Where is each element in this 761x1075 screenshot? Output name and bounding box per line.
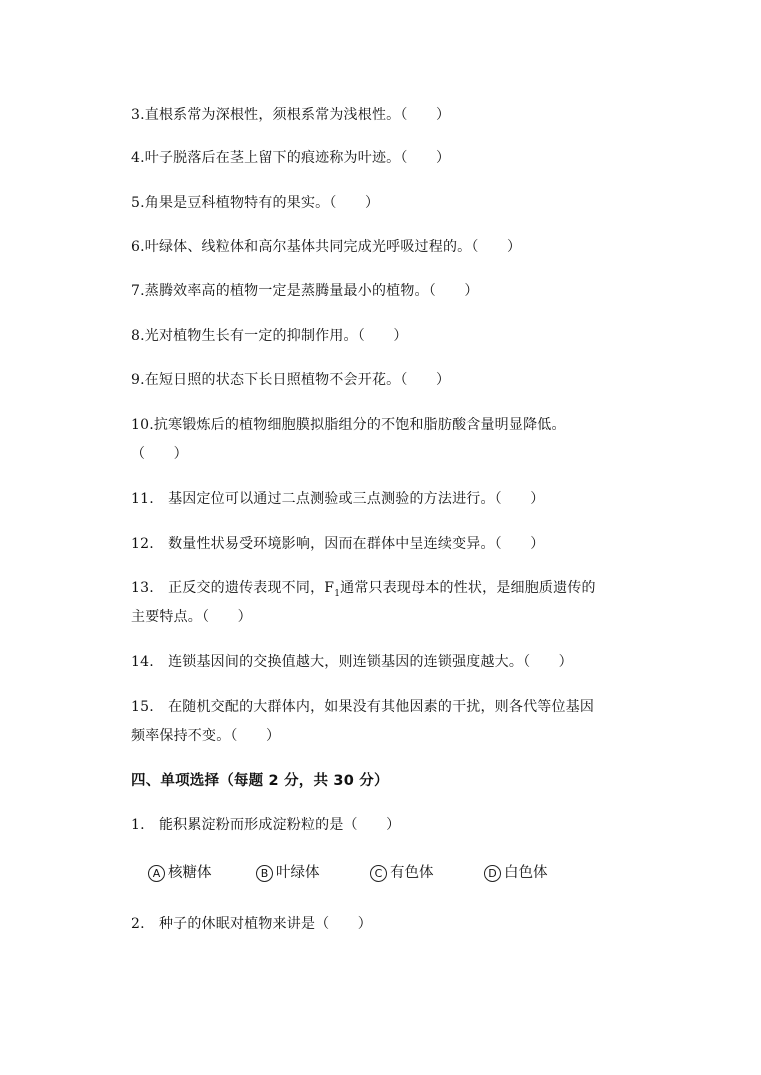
answer-blank: （ ） <box>428 283 479 299</box>
choice-question-2 <box>131 914 372 934</box>
question-13-continuation <box>131 607 252 627</box>
question-text: 13. 正反交的遗传表现不同，F <box>131 580 335 596</box>
option-label: 白色体 <box>504 865 548 881</box>
question-text: 12. 数量性状易受环境影响，因而在群体中呈连续变异。 <box>131 536 495 552</box>
answer-blank: （ ） <box>471 239 522 255</box>
question-9 <box>131 370 450 390</box>
question-12 <box>131 534 544 554</box>
circle-letter-b-icon: B <box>256 865 273 882</box>
question-text: 8.光对植物生长有一定的抑制作用。 <box>131 328 358 344</box>
question-4 <box>131 148 450 168</box>
answer-blank: （ ） <box>400 107 451 123</box>
question-text: 5.角果是豆科植物特有的果实。 <box>131 195 330 211</box>
circle-letter-c-icon: C <box>370 865 387 882</box>
circle-letter-d-icon: D <box>484 865 501 882</box>
question-11 <box>131 489 544 509</box>
question-text: 11. 基因定位可以通过二点测验或三点测验的方法进行。 <box>131 491 495 507</box>
question-15 <box>131 697 594 717</box>
question-text: 主要特点。（ ） <box>131 609 252 625</box>
answer-blank: （ ） <box>400 372 451 388</box>
answer-blank: （ ） <box>494 536 545 552</box>
question-text: 1. 能积累淀粉而形成淀粉粒的是（ ） <box>131 817 401 833</box>
question-text: 4.叶子脱落后在茎上留下的痕迹称为叶迹。 <box>131 150 401 166</box>
question-13 <box>131 578 596 604</box>
question-text: 10.抗寒锻炼后的植物细胞膜拟脂组分的不饱和脂肪酸含量明显降低。 <box>131 417 566 433</box>
answer-blank: （ ） <box>357 328 408 344</box>
answer-blank: （ ） <box>400 150 451 166</box>
question-text: 15. 在随机交配的大群体内，如果没有其他因素的干扰，则各代等位基因 <box>131 699 595 715</box>
question-3 <box>131 105 450 125</box>
answer-blank: （ ） <box>523 654 573 670</box>
question-text: 7.蒸腾效率高的植物一定是蒸腾量最小的植物。 <box>131 283 429 299</box>
section-heading <box>131 771 389 791</box>
option-label: 核糖体 <box>168 865 212 881</box>
answer-blank: （ ） <box>131 446 188 462</box>
option-d <box>484 862 548 884</box>
circle-letter-a-icon: A <box>148 865 165 882</box>
option-label: 叶绿体 <box>276 865 320 881</box>
question-6 <box>131 237 521 257</box>
question-15-continuation <box>131 726 280 746</box>
question-10 <box>131 415 566 435</box>
section-heading-text: 四、单项选择（每题 2 分，共 30 分） <box>131 773 389 789</box>
question-14 <box>131 652 573 672</box>
question-text: 3.直根系常为深根性，须根系常为浅根性。 <box>131 107 401 123</box>
choice-question-1 <box>131 815 400 835</box>
subscript: 1 <box>334 588 341 599</box>
question-text: 6.叶绿体、线粒体和高尔基体共同完成光呼吸过程的。 <box>131 239 472 255</box>
question-text: 2. 种子的休眠对植物来讲是（ ） <box>131 916 372 932</box>
question-5 <box>131 193 379 213</box>
option-label: 有色体 <box>390 865 434 881</box>
question-10-continuation <box>131 444 188 464</box>
option-b <box>256 862 320 884</box>
option-c <box>370 862 434 884</box>
option-a <box>148 862 212 884</box>
question-text: 14. 连锁基因间的交换值越大，则连锁基因的连锁强度越大。 <box>131 654 524 670</box>
question-text: 频率保持不变。（ ） <box>131 728 281 744</box>
answer-blank: （ ） <box>494 491 545 507</box>
answer-blank: （ ） <box>329 195 380 211</box>
question-text: 通常只表现母本的性状，是细胞质遗传的 <box>340 580 596 596</box>
question-7 <box>131 281 479 301</box>
question-8 <box>131 326 408 346</box>
question-text: 9.在短日照的状态下长日照植物不会开花。 <box>131 372 401 388</box>
